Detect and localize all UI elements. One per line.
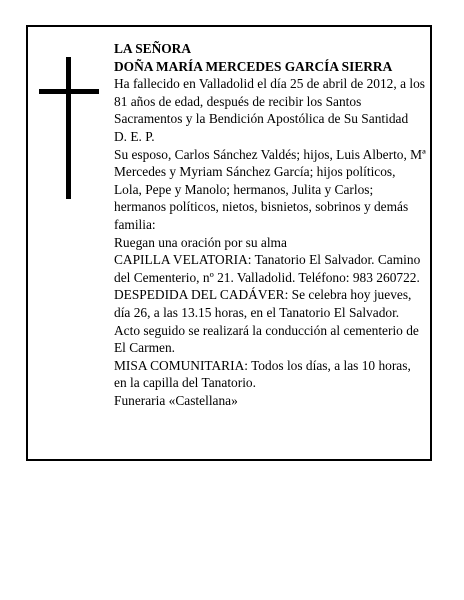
- chapel-info: CAPILLA VELATORIA: Tanatorio El Salvador. Camino del Cementerio, nº 21. Valladolid. Teléfono: 983 260722.: [114, 252, 421, 285]
- funeral-home: Funeraria «Castellana»: [114, 392, 238, 408]
- deceased-name: DOÑA MARÍA MERCEDES GARCÍA SIERRA: [114, 58, 393, 74]
- mass-info: MISA COMUNITARIA: Todos los días, a las 10 horas, en la capilla del Tanatorio.: [114, 357, 411, 391]
- family-list: Su esposo, Carlos Sánchez Valdés; hijos, Luis Alberto, Mª Mercedes y Myriam Sánchez García; hijos políticos, Lola, Pepe y Manolo; hermanos, Julita y Carlos; hermanos políticos, nietos, bisnietos, sobrinos y demás familia:: [114, 146, 426, 232]
- death-announcement: Ha fallecido en Valladolid el día 25 de abril de 2012, a los 81 años de edad, después de recibir los Santos Sacramentos y la Bendición Apostólica de Su Santidad: [114, 76, 425, 127]
- prayer-request: Ruegan una oración por su alma: [114, 234, 287, 250]
- cross-horizontal-bar: [39, 89, 99, 94]
- cross-vertical-bar: [66, 57, 71, 199]
- obituary-notice: [26, 25, 432, 461]
- farewell-info: DESPEDIDA DEL CADÁVER: Se celebra hoy jueves, día 26, a las 13.15 horas, en el Tanatorio El Salvador. Acto seguido se realizará la conducción al cementerio de El Carmen.: [114, 287, 419, 356]
- notice-title-line1: LA SEÑORA: [114, 41, 192, 56]
- dep-line: D. E. P.: [114, 128, 155, 144]
- cross-icon: [39, 57, 99, 199]
- notice-text: [114, 40, 426, 409]
